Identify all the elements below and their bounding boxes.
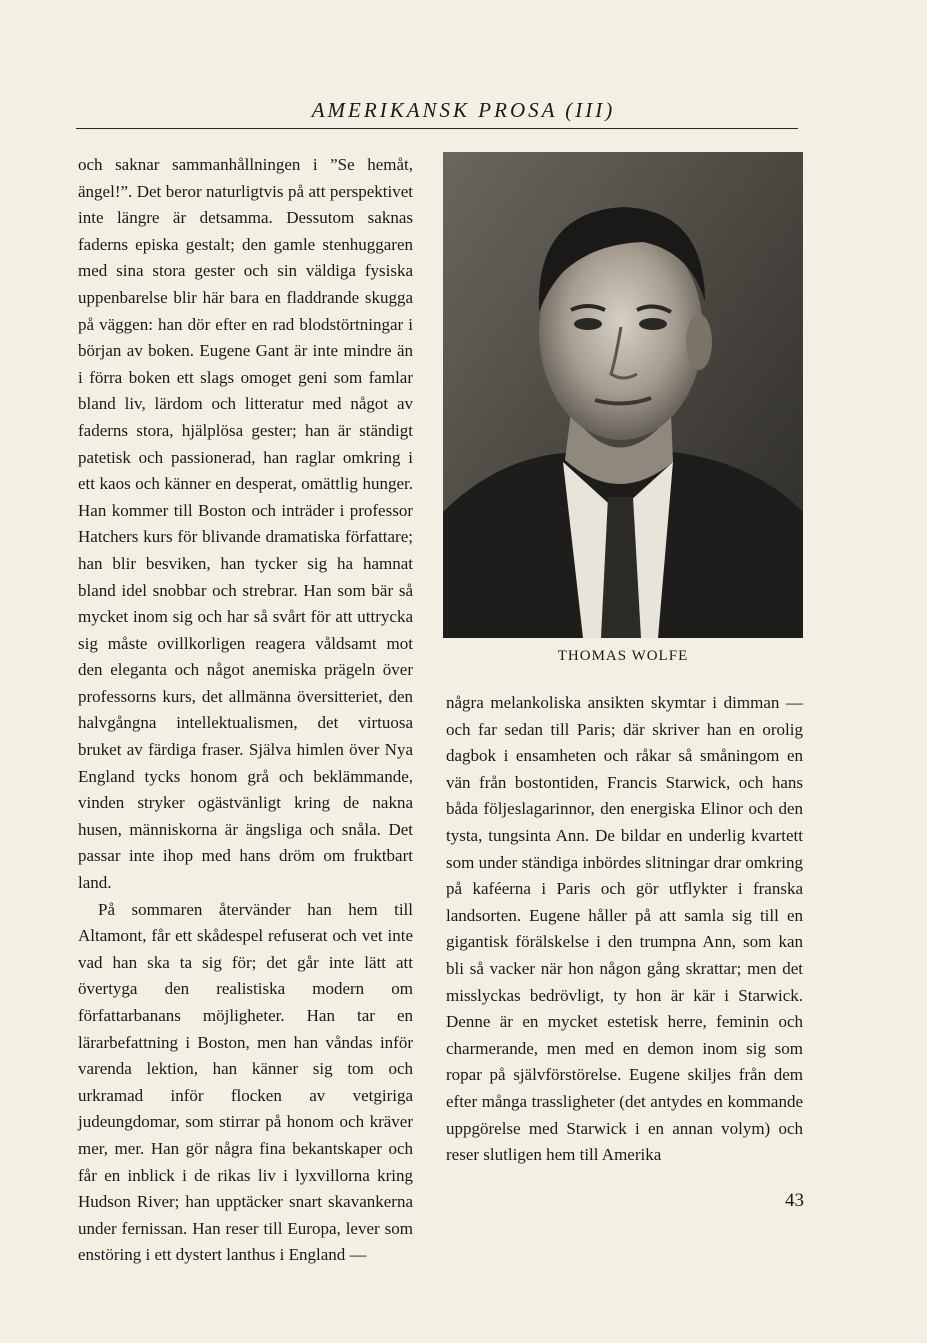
page-number: 43 (785, 1190, 804, 1211)
right-column (446, 690, 803, 1169)
photo-caption: THOMAS WOLFE (557, 648, 689, 664)
running-title: AMERIKANSK PROSA (III) (311, 98, 616, 122)
portrait-photo (443, 152, 803, 638)
left-column (78, 152, 413, 1269)
header-rule (76, 128, 798, 129)
body-paragraph-3: några melankoliska ansikten skymtar i dimman — och far sedan till Paris; där skriver han en orolig dagbok i ensamheten och råkar så småningom en vän från bostontiden, Francis Starwick, och hans båda följeslagarinnor, den energiska Elinor och den tysta, tungsinta Ann. De bildar en underlig kvartett som under ständiga inbördes slitningar drar omkring på kaféerna i Paris och gör utflykter i franska landsorten. Eugene håller på att samla sig till en gigantisk förälskelse i den trumpna Ann, som kan bli så vacker när hon någon gång skrattar; men det misslyckas bedrövligt, ty hon är kär i Starwick. Denne är en mycket estetisk herre, feminin och charmerande, men med en demon inom sig som ropar på självförstörelse. Eugene skiljes från dem efter många trassligheter (det antydes en kommande uppgörelse med Starwick i en annan volym) och reser slutligen hem till Amerika (446, 693, 803, 1165)
body-paragraph-2: På sommaren återvänder han hem till Altamont, får ett skådespel refuserat och vet inte vad han ska ta sig för; det går inte lätt att övertyga den realistiska modern om författarbanans möjligheter. Han tar en lärarbefattning i Boston, men han våndas inför varenda lektion, han känner sig tom och urkramad inför flocken av vetgiriga judeungdomar, som stirrar på honom och kräver mer, mer. Han gör några fina bekantskaper och får en inblick i de rikas liv i lyxvillorna kring Hudson River; han upptäcker snart skavankerna under fernissan. Han reser till Europa, lever som enstöring i ett dystert lanthus i England — (78, 899, 413, 1265)
body-paragraph-1: och saknar sammanhållningen i ”Se hemåt, ängel!”. Det beror naturligtvis på att perspektivet inte längre är detsamma. Dessutom saknas faderns episka gestalt; den gamle stenhuggaren med sina stora gester och sin väldiga fysiska uppenbarelse blir här bara en fladdrande skugga på väggen: han dör efter en rad blodstörtningar i början av boken. Eugene Gant är inte mindre än i förra boken ett slags omoget geni som famlar bland liv, lärdom och litteratur med något av faderns stora, hjälplösa gester; han är ständigt patetisk och passionerad, han raglar omkring i ett kaos och känner en desperat, omättlig hunger. Han kommer till Boston och inträder i professor Hatchers kurs för blivande dramatiska författare; han blir besviken, han tycker sig ha hamnat bland idel snobbar och strebrar. Han som bär så mycket inom sig och har så svårt för att uttrycka sig måste ovillkorligen reagera våldsamt mot den eleganta och något anemiska prägeln över professorns kurs, det allmänna översitteriet, den halvgångna intellektualismen, det virtuosa bruket av färdiga fraser. Själva himlen över Nya England tycks honom grå och beklämmande, vinden stryker ogästvänligt kring de nakna husen, människorna är ängsliga och snåla. Det passar inte ihop med hans dröm om fruktbart land. (78, 155, 413, 893)
